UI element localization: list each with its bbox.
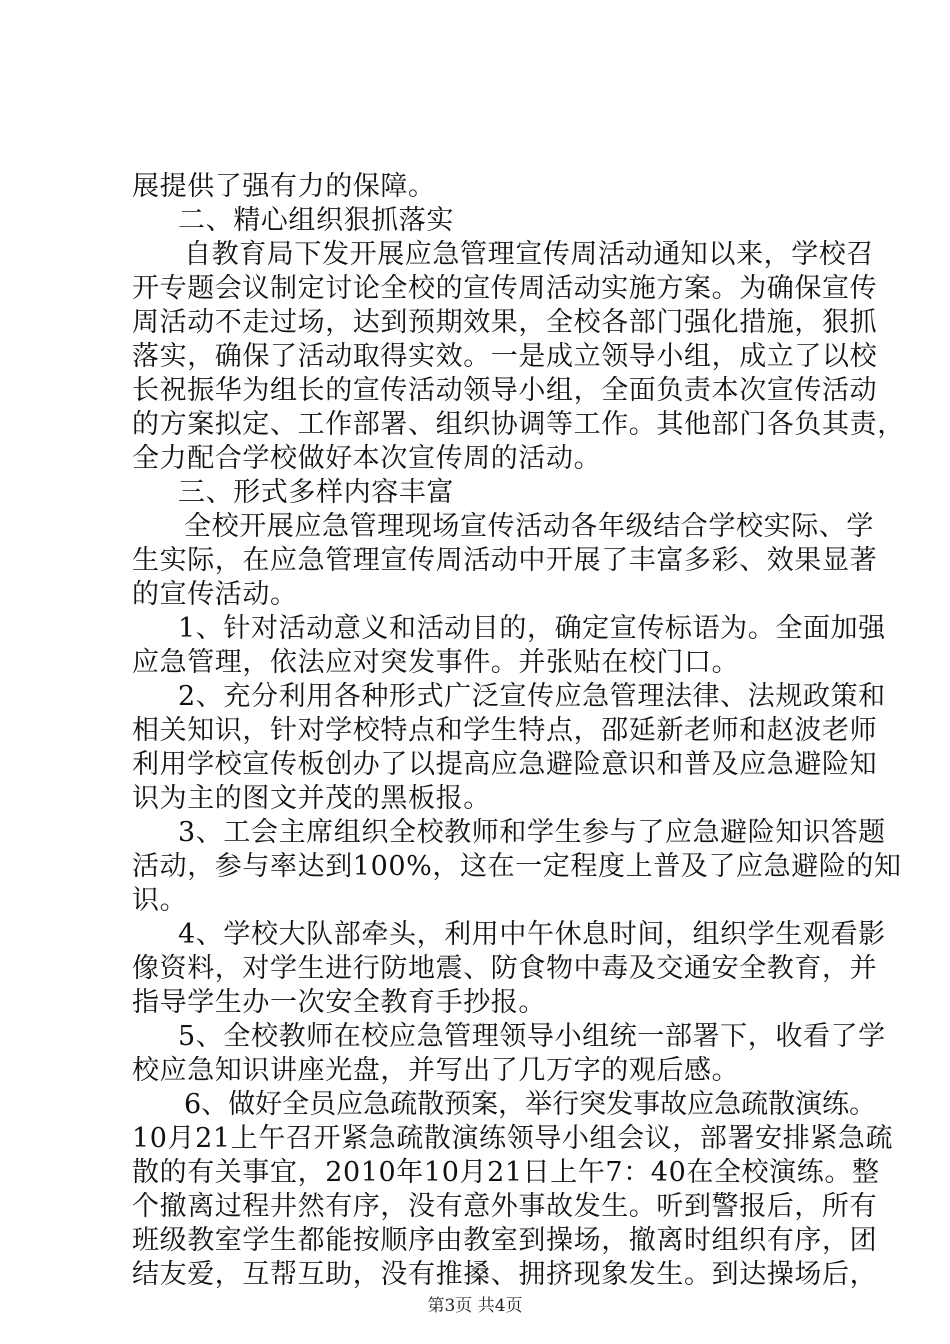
text-line: 开专题会议制定讨论全校的宣传周活动实施方案。为确保宣传 — [132, 273, 878, 304]
text-line: 像资料，对学生进行防地震、防食物中毒及交通安全教育，并 — [132, 953, 878, 984]
text-line: 结友爱，互帮互助，没有推搡、拥挤现象发生。到达操场后， — [132, 1259, 878, 1290]
text-line: 自教育局下发开展应急管理宣传周活动通知以来，学校召 — [184, 239, 874, 270]
text-line: 展提供了强有力的保障。 — [132, 171, 436, 202]
text-line: 识。 — [132, 885, 188, 916]
text-line: 10月21上午召开紧急疏散演练领导小组会议，部署安排紧急疏 — [132, 1123, 894, 1154]
text-line: 校应急知识讲座光盘，并写出了几万字的观后感。 — [132, 1055, 740, 1086]
section-heading: 三、形式多样内容丰富 — [178, 477, 454, 508]
section-heading: 二、精心组织狠抓落实 — [178, 205, 454, 236]
text-line: 个撤离过程井然有序，没有意外事故发生。听到警报后，所有 — [132, 1191, 878, 1222]
text-line: 班级教室学生都能按顺序由教室到操场，撤离时组织有序，团 — [132, 1225, 878, 1256]
text-line: 的宣传活动。 — [132, 579, 298, 610]
text-line: 长祝振华为组长的宣传活动领导小组，全面负责本次宣传活动 — [132, 375, 878, 406]
text-line: 相关知识，针对学校特点和学生特点，邵延新老师和赵波老师 — [132, 715, 878, 746]
text-line: 全力配合学校做好本次宣传周的活动。 — [132, 443, 602, 474]
text-line: 散的有关事宜，2010年10月21日上午7：40在全校演练。整 — [132, 1157, 880, 1188]
text-line: 全校开展应急管理现场宣传活动各年级结合学校实际、学 — [184, 511, 874, 542]
text-line: 1、针对活动意义和活动目的，确定宣传标语为。全面加强 — [178, 613, 886, 644]
page-number-footer: 第3页 共4页 — [427, 1296, 523, 1316]
text-line: 识为主的图文并茂的黑板报。 — [132, 783, 491, 814]
text-line: 2、充分利用各种形式广泛宣传应急管理法律、法规政策和 — [178, 681, 886, 712]
text-line: 生实际，在应急管理宣传周活动中开展了丰富多彩、效果显著 — [132, 545, 878, 576]
text-line: 落实，确保了活动取得实效。一是成立领导小组，成立了以校 — [132, 341, 878, 372]
text-line: 5、全校教师在校应急管理领导小组统一部署下，收看了学 — [178, 1021, 886, 1052]
text-line: 指导学生办一次安全教育手抄报。 — [132, 987, 546, 1018]
text-line: 4、学校大队部牵头，利用中午休息时间，组织学生观看影 — [178, 919, 886, 950]
text-line: 周活动不走过场，达到预期效果，全校各部门强化措施，狠抓 — [132, 307, 878, 338]
text-line: 3、工会主席组织全校教师和学生参与了应急避险知识答题 — [178, 817, 886, 848]
text-line: 6、做好全员应急疏散预案，举行突发事故应急疏散演练。 — [184, 1089, 877, 1120]
text-line: 活动，参与率达到100%，这在一定程度上普及了应急避险的知 — [132, 851, 902, 882]
text-line: 的方案拟定、工作部署、组织协调等工作。其他部门各负其责， — [132, 409, 905, 440]
text-line: 应急管理，依法应对突发事件。并张贴在校门口。 — [132, 647, 740, 678]
text-line: 利用学校宣传板创办了以提高应急避险意识和普及应急避险知 — [132, 749, 878, 780]
